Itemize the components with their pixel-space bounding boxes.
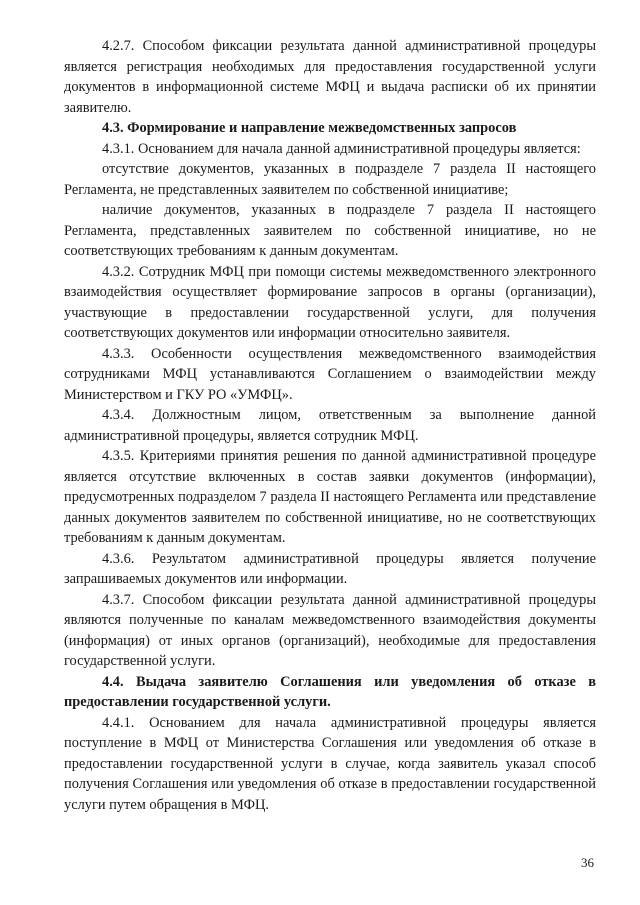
paragraph: 4.3.4. Должностным лицом, ответственным за выполнение данной административной процедуры, является сотрудник МФЦ.: [64, 407, 596, 444]
paragraph: 4.3.7. Способом фиксации результата данной административной процедуры являются полученные по каналам межведомственного взаимодействия документы (информация) от иных органов (организаций), необходимые для предоставления государственной услуги.: [64, 591, 596, 669]
paragraph: 4.2.7. Способом фиксации результата данной административной процедуры является регистрация необходимых для предоставления государственной услуги документов в информационной системе МФЦ и выдача расписки об их принятии заявителю.: [64, 38, 596, 116]
page-number: 36: [581, 855, 594, 870]
paragraph: 4.4.1. Основанием для начала административной процедуры является поступление в МФЦ от Министерства Соглашения или уведомления об отказе в предоставлении государственной услуги в случае, когда заявитель указал способ получения Соглашения или уведомления об отказе в предоставлении государственной услуги путем обращения в МФЦ.: [64, 714, 596, 813]
paragraph: наличие документов, указанных в подразделе 7 раздела II настоящего Регламента, представленных заявителем по собственной инициативе, но не соответствующих требованиям к данным документам.: [64, 202, 596, 259]
paragraph: 4.3.6. Результатом административной процедуры является получение запрашиваемых документов или информации.: [64, 550, 596, 587]
section-heading: 4.3. Формирование и направление межведомственных запросов: [102, 120, 517, 136]
paragraph: 4.3.1. Основанием для начала данной административной процедуры является:: [102, 140, 581, 157]
paragraph: 4.3.2. Сотрудник МФЦ при помощи системы межведомственного электронного взаимодействия осуществляет формирование запросов в органы (организации), участвующие в предоставлении государственной услуги, для получения соответствующих документов или информации относительно заявителя.: [64, 263, 596, 341]
paragraph: отсутствие документов, указанных в подразделе 7 раздела II настоящего Регламента, не представленных заявителем по собственной инициативе;: [64, 161, 596, 198]
document-page: [64, 36, 596, 815]
paragraph: 4.3.3. Особенности осуществления межведомственного взаимодействия сотрудниками МФЦ устанавливаются Соглашением о взаимодействии между Министерством и ГКУ РО «УМФЦ».: [64, 345, 596, 403]
section-heading: 4.4. Выдача заявителю Соглашения или уведомления об отказе в предоставлении государственной услуги.: [64, 673, 596, 710]
paragraph: 4.3.5. Критериями принятия решения по данной административной процедуре является отсутствие включенных в состав заявки документов (информации), предусмотренных подразделом 7 раздела II настоящего Регламента или представление данных документов заявителем по собственной инициативе, но не соответствующих требованиям к данным документам.: [64, 448, 596, 546]
